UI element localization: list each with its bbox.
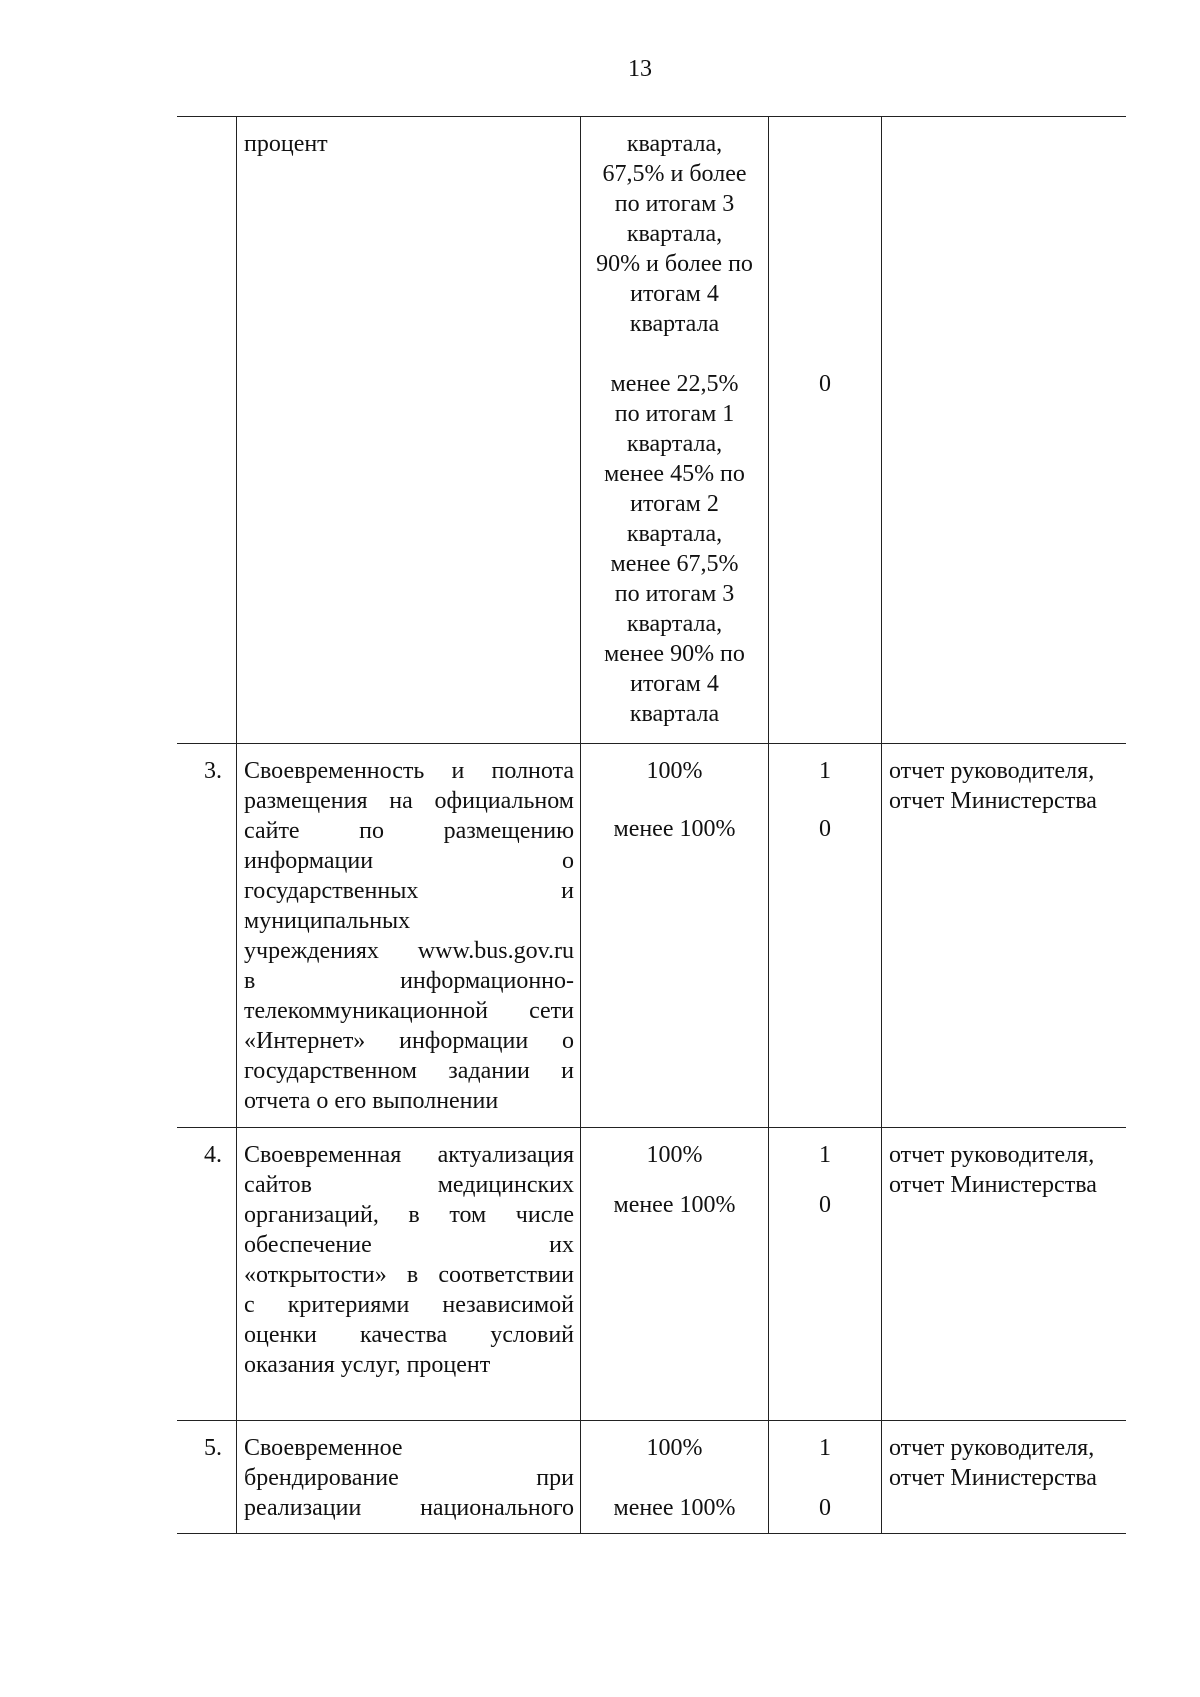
score-value: 1: [819, 758, 831, 784]
criteria-line: менее 100%: [613, 1192, 736, 1218]
indicator-name-line: «Интернет» информации о: [244, 1028, 574, 1054]
indicator-name-line: оценки качества условий: [244, 1322, 574, 1348]
table-row: [177, 1127, 1126, 1420]
criteria-line: квартала: [629, 311, 720, 337]
score-cell: [768, 744, 881, 1127]
indicator-name-line: государственных и: [244, 878, 574, 904]
criteria-line: 100%: [646, 758, 703, 784]
indicator-name-line: брендирование при: [244, 1465, 574, 1491]
indicator-name-line: процент: [244, 131, 328, 157]
criteria-table: [177, 116, 1126, 1534]
criteria-line: квартала,: [626, 221, 723, 247]
criteria-line: итогам 4: [630, 671, 719, 697]
score-cell: [768, 117, 881, 743]
row-number: 4.: [204, 1142, 222, 1168]
score-value: 1: [819, 1435, 831, 1461]
indicator-name-line: «открытости» в соответствии: [244, 1262, 574, 1288]
indicator-name-line: в информационно-: [244, 968, 574, 994]
score-value: 1: [819, 1142, 831, 1168]
indicator-name: [236, 1128, 580, 1420]
criteria-line: по итогам 3: [614, 191, 735, 217]
criteria-line: 90% и более по: [596, 251, 753, 277]
score-cell: [768, 1128, 881, 1420]
score-value: 0: [819, 1192, 831, 1218]
indicator-name-line: оказания услуг, процент: [244, 1352, 491, 1378]
indicator-name-line: учреждениях www.bus.gov.ru: [244, 938, 574, 964]
source-line: отчет руководителя,: [889, 1142, 1095, 1168]
criteria-cell: [580, 744, 768, 1127]
indicator-name: [236, 117, 580, 743]
indicator-name-line: отчета о его выполнении: [244, 1088, 499, 1114]
indicator-name-line: реализации национального: [244, 1495, 574, 1521]
criteria-line: квартала: [629, 701, 720, 727]
criteria-line: по итогам 3: [614, 581, 735, 607]
score-value: 0: [819, 371, 831, 397]
criteria-line: менее 67,5%: [610, 551, 739, 577]
criteria-line: квартала,: [626, 521, 723, 547]
score-cell: [768, 1421, 881, 1533]
indicator-name-line: обеспечение их: [244, 1232, 574, 1258]
table-row: [177, 743, 1126, 1127]
indicator-name-line: информации о: [244, 848, 574, 874]
row-number: 3.: [204, 758, 222, 784]
indicator-name-line: с критериями независимой: [244, 1292, 574, 1318]
criteria-line: квартала,: [626, 431, 723, 457]
criteria-line: менее 22,5%: [610, 371, 739, 397]
criteria-cell: [580, 1128, 768, 1420]
score-value: 0: [819, 1495, 831, 1521]
source-cell: [881, 117, 1126, 743]
source-line: отчет Министерства: [889, 1465, 1097, 1491]
criteria-line: 67,5% и более: [602, 161, 747, 187]
criteria-line: менее 100%: [613, 816, 736, 842]
source-cell: [881, 1128, 1126, 1420]
indicator-name-line: государственном задании и: [244, 1058, 574, 1084]
row-number: 5.: [204, 1435, 222, 1461]
criteria-line: квартала,: [626, 131, 723, 157]
score-value: 0: [819, 816, 831, 842]
table-row: [177, 116, 1126, 743]
source-line: отчет Министерства: [889, 788, 1097, 814]
criteria-line: квартала,: [626, 611, 723, 637]
source-cell: [881, 744, 1126, 1127]
indicator-name-line: размещения на официальном: [244, 788, 574, 814]
source-line: отчет Министерства: [889, 1172, 1097, 1198]
criteria-line: менее 45% по: [604, 461, 745, 487]
page-number: 13: [628, 56, 652, 82]
table-row: [177, 1420, 1126, 1534]
source-cell: [881, 1421, 1126, 1533]
row-number: [177, 117, 236, 743]
indicator-name-line: сайтов медицинских: [244, 1172, 574, 1198]
indicator-name: [236, 1421, 580, 1533]
criteria-line: итогам 4: [630, 281, 719, 307]
indicator-name-line: муниципальных: [244, 908, 411, 934]
indicator-name: [236, 744, 580, 1127]
criteria-line: по итогам 1: [614, 401, 735, 427]
criteria-cell: [580, 117, 768, 743]
source-line: отчет руководителя,: [889, 1435, 1095, 1461]
criteria-cell: [580, 1421, 768, 1533]
criteria-line: менее 100%: [613, 1495, 736, 1521]
indicator-name-line: Своевременное: [244, 1435, 403, 1461]
criteria-line: 100%: [646, 1142, 703, 1168]
criteria-line: менее 90% по: [604, 641, 745, 667]
source-line: отчет руководителя,: [889, 758, 1095, 784]
indicator-name-line: сайте по размещению: [244, 818, 574, 844]
criteria-line: 100%: [646, 1435, 703, 1461]
indicator-name-line: Своевременная актуализация: [244, 1142, 574, 1168]
criteria-line: итогам 2: [630, 491, 719, 517]
indicator-name-line: телекоммуникационной сети: [244, 998, 574, 1024]
indicator-name-line: Своевременность и полнота: [244, 758, 574, 784]
indicator-name-line: организаций, в том числе: [244, 1202, 574, 1228]
